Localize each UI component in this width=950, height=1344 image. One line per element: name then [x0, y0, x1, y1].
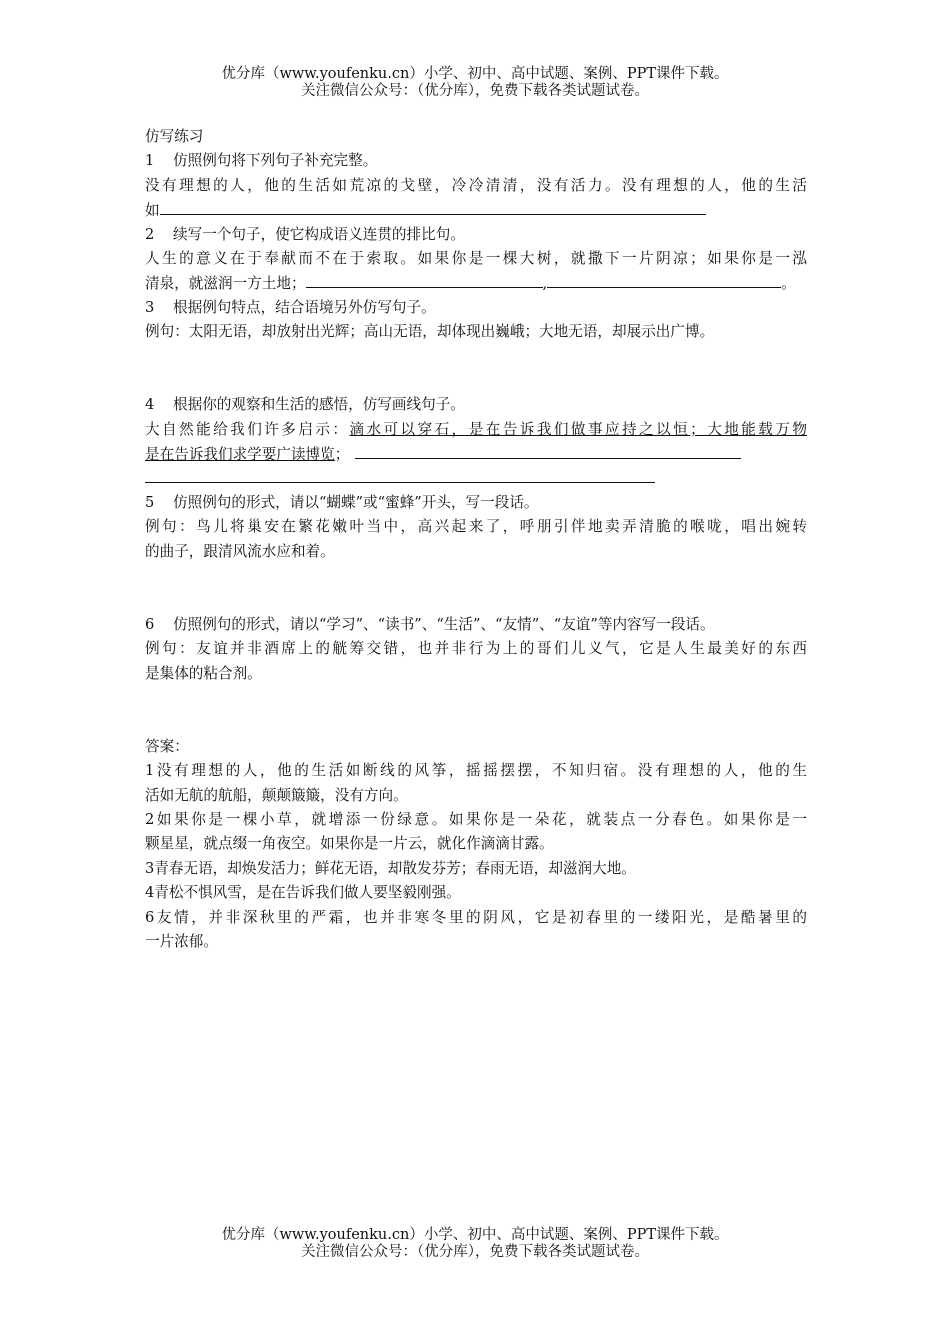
answer-6-line-2: 一片浓郁。 — [145, 932, 218, 950]
question-3-prompt-text: 根据例句特点，结合语境另外仿写句子。 — [173, 298, 436, 316]
spacer — [145, 710, 807, 734]
question-4-number: 4 — [145, 396, 155, 414]
header-line-1: 优分库（www.youfenku.cn）小学、初中、高中试题、案例、PPT课件下载。 — [221, 66, 729, 82]
answer-4: 4青松不惧风雪，是在告诉我们做人要坚毅刚强。 — [145, 884, 461, 902]
document-body — [145, 125, 807, 954]
question-3-prompt — [145, 296, 807, 320]
answer-2-line-1: 2如果你是一棵小草，就增添一份绿意。如果你是一朵花，就装点一分春色。如果你是一 — [145, 810, 807, 828]
question-6-number: 6 — [145, 615, 155, 633]
question-2-number: 2 — [145, 225, 155, 243]
question-5-prompt-text: 仿照例句的形式，请以“蝴蝶”或“蜜蜂”开头，写一段话。 — [173, 493, 539, 511]
question-2-prompt-text: 续写一个句子，使它构成语义连贯的排比句。 — [173, 225, 465, 243]
answer-2-line-2: 颗星星，就点缀一角夜空。如果你是一片云，就化作滴滴甘露。 — [145, 835, 554, 853]
question-4-line-1 — [145, 418, 807, 442]
question-2-line-1: 人生的意义在于奉献而不在于索取。如果你是一棵大树，就撒下一片阴凉；如果你是一泓 — [145, 249, 807, 267]
question-2-end-mark: 。 — [781, 275, 796, 293]
question-5-number: 5 — [145, 493, 155, 511]
spacer — [145, 369, 807, 393]
question-1-line-2 — [145, 198, 807, 222]
question-1-line-1: 没有理想的人，他的生活如荒凉的戈壁，冷冷清清，没有活力。没有理想的人，他的生活 — [145, 176, 807, 194]
question-5-example-line-2: 的曲子，跟清风流水应和着。 — [145, 542, 335, 560]
question-4-prompt-text: 根据你的观察和生活的感悟，仿写画线句子。 — [173, 396, 465, 414]
question-4-line-2 — [145, 442, 807, 466]
question-2-separator: , — [542, 275, 548, 293]
question-4-semicolon: ； — [334, 446, 350, 464]
question-2-line-2 — [145, 271, 807, 295]
question-4-underlined-sentence-1: 滴水可以穿石，是在告诉我们做事应持之以恒；大地能载万物 — [349, 420, 807, 438]
question-6-example-line-2: 是集体的粘合剂。 — [145, 664, 262, 682]
footer-line-1: 优分库（www.youfenku.cn）小学、初中、高中试题、案例、PPT课件下载。 — [221, 1227, 729, 1243]
question-6-prompt-text: 仿照例句的形式，请以“学习”、“读书”、“生活”、“友情”、“友谊”等内容写一段话。 — [173, 615, 715, 633]
question-2-prompt — [145, 223, 807, 247]
question-2-answer-blank-2[interactable] — [547, 271, 781, 288]
question-6-example-line-1: 例句：友谊并非酒席上的觥筹交错，也并非行为上的哥们儿义气，它是人生最美好的东西 — [145, 640, 807, 658]
question-4-prompt — [145, 393, 807, 417]
question-1-line-2-text: 如 — [145, 202, 160, 220]
question-4-line-3 — [145, 466, 807, 490]
question-2-line-2-text: 清泉，就滋润一方土地； — [145, 275, 306, 293]
question-5-example-line-1: 例句：鸟儿将巢安在繁花嫩叶当中，高兴起来了，呼朋引伴地卖弄清脆的喉咙，唱出婉转 — [145, 518, 807, 536]
header-line-2: 关注微信公众号：（优分库），免费下载各类试题试卷。 — [301, 83, 649, 99]
answer-1-line-1: 1没有理想的人，他的生活如断线的风筝，摇摇摆摆，不知归宿。没有理想的人，他的生 — [145, 762, 807, 780]
question-4-lead: 大自然能给我们许多启示： — [145, 420, 350, 438]
question-5-prompt — [145, 491, 807, 515]
question-1-answer-blank[interactable] — [160, 198, 706, 215]
question-6-prompt — [145, 613, 807, 637]
question-3-example: 例句：太阳无语，却放射出光辉；高山无语，却体现出巍峨；大地无语，却展示出广博。 — [145, 323, 715, 341]
question-1-prompt — [145, 149, 807, 173]
question-2-answer-blank-1[interactable] — [306, 271, 543, 288]
footer-line-2: 关注微信公众号：（优分库），免费下载各类试题试卷。 — [301, 1244, 649, 1260]
answer-1-line-2: 活如无航的航船，颠颠簸簸，没有方向。 — [145, 786, 408, 804]
answer-6-line-1: 6友情，并非深秋里的严霜，也并非寒冬里的阴风，它是初春里的一缕阳光，是酷暑里的 — [145, 908, 807, 926]
question-4-answer-blank-2[interactable] — [145, 466, 655, 483]
question-3-number: 3 — [145, 298, 155, 316]
answer-3: 3青春无语，却焕发活力；鲜花无语，却散发芬芳；春雨无语，却滋润大地。 — [145, 859, 636, 877]
question-3-answer-space — [145, 345, 807, 369]
doc-title: 仿写练习 — [145, 128, 204, 145]
question-4-answer-blank-1[interactable] — [355, 442, 741, 459]
spacer — [145, 588, 807, 612]
page-header — [0, 66, 950, 100]
question-1-prompt-text: 仿照例句将下列句子补充完整。 — [173, 152, 378, 170]
question-6-answer-space — [145, 686, 807, 710]
question-4-underlined-sentence-2: 是在告诉我们求学要广读博览 — [145, 446, 335, 464]
answers-title: 答案： — [145, 737, 189, 755]
question-1-number: 1 — [145, 152, 155, 170]
page-footer — [0, 1227, 950, 1261]
question-5-answer-space — [145, 564, 807, 588]
